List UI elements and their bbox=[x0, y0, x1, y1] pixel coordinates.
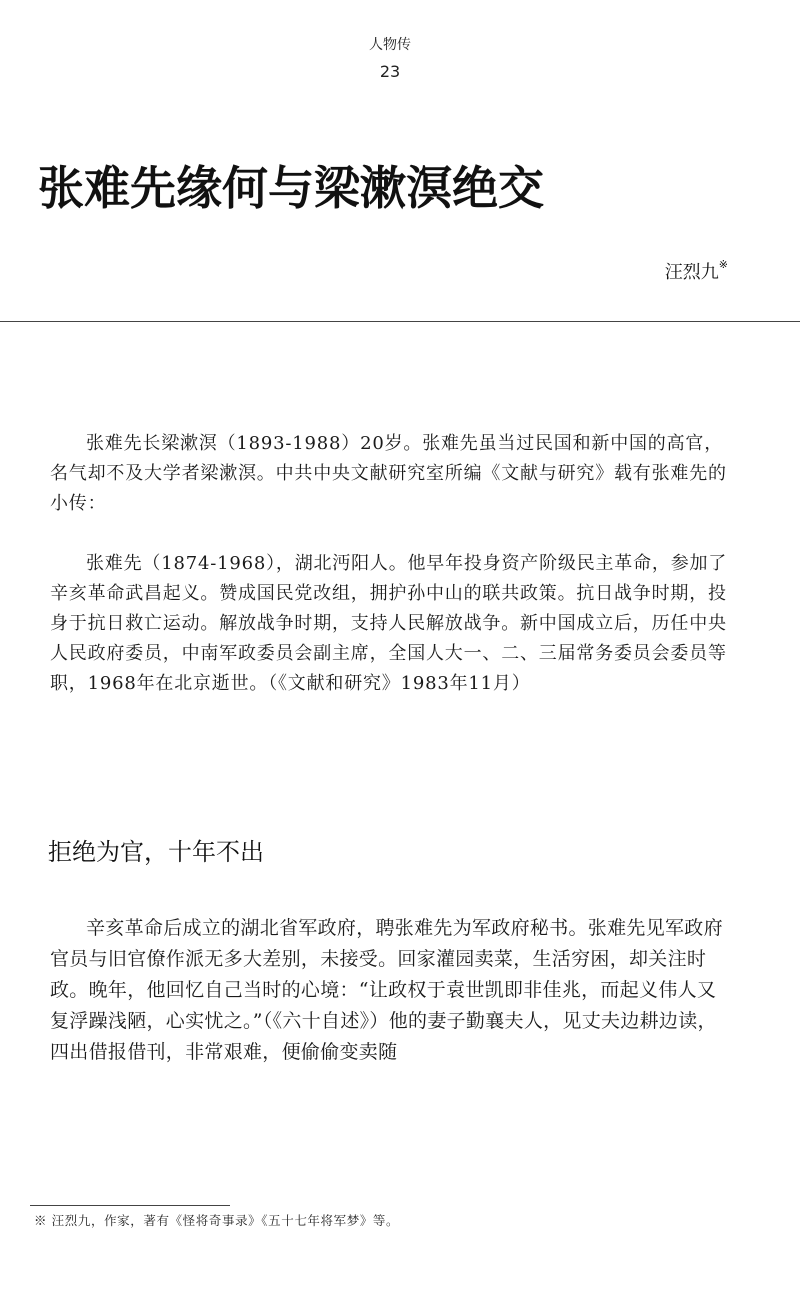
page-number: 23 bbox=[379, 62, 401, 81]
footnote-divider bbox=[30, 1205, 230, 1206]
author-line bbox=[665, 258, 728, 284]
header-section-label: 人物传 bbox=[369, 37, 411, 53]
author-name: 汪烈九 bbox=[664, 262, 719, 283]
footnote: ※ 汪烈九，作家，著有《怪将奇事录》《五十七年将军梦》等。 bbox=[34, 1213, 400, 1228]
biography-quote bbox=[50, 549, 730, 699]
biography-quote-paragraph: 张难先（1874-1968），湖北沔阳人。他早年投身资产阶级民主革命，参加了辛亥革命武昌起义。赞成国民党改组，拥护孙中山的联共政策。抗日战争时期，投身于抗日救亡运动。解放战争时期，支持人民解放战争。新中国成立后，历任中央人民政府委员，中南军政委员会副主席，全国人大一、二、三届常务委员会委员等职，1968年在北京逝世。（《文献和研究》1983年11月） bbox=[50, 553, 728, 694]
section-paragraph: 辛亥革命后成立的湖北省军政府，聘张难先为军政府秘书。张难先见军政府官员与旧官僚作派无多大差别，未接受。回家灌园卖菜，生活穷困，却关注时政。晚年，他回忆自己当时的心境：“让政权于袁世凯即非佳兆，而起义伟人又复浮躁浅陋，心实忧之。”（《六十自述》）他的妻子勤襄夫人，见丈夫边耕边读，四出借报借刊，非常艰难，便偷偷变卖随 bbox=[50, 917, 723, 1063]
author-footnote-mark: ※ bbox=[718, 258, 728, 271]
intro-paragraph: 张难先长梁漱溟（1893-1988）20岁。张难先虽当过民国和新中国的高官，名气却不及大学者梁漱溟。中共中央文献研究室所编《文献与研究》载有张难先的小传： bbox=[50, 433, 727, 514]
header-divider bbox=[0, 321, 800, 322]
intro-text bbox=[50, 429, 730, 519]
section-body bbox=[50, 913, 730, 1068]
section-heading: 拒绝为官，十年不出 bbox=[48, 838, 264, 866]
article-title: 张难先缘何与梁漱溟绝交 bbox=[38, 161, 544, 215]
